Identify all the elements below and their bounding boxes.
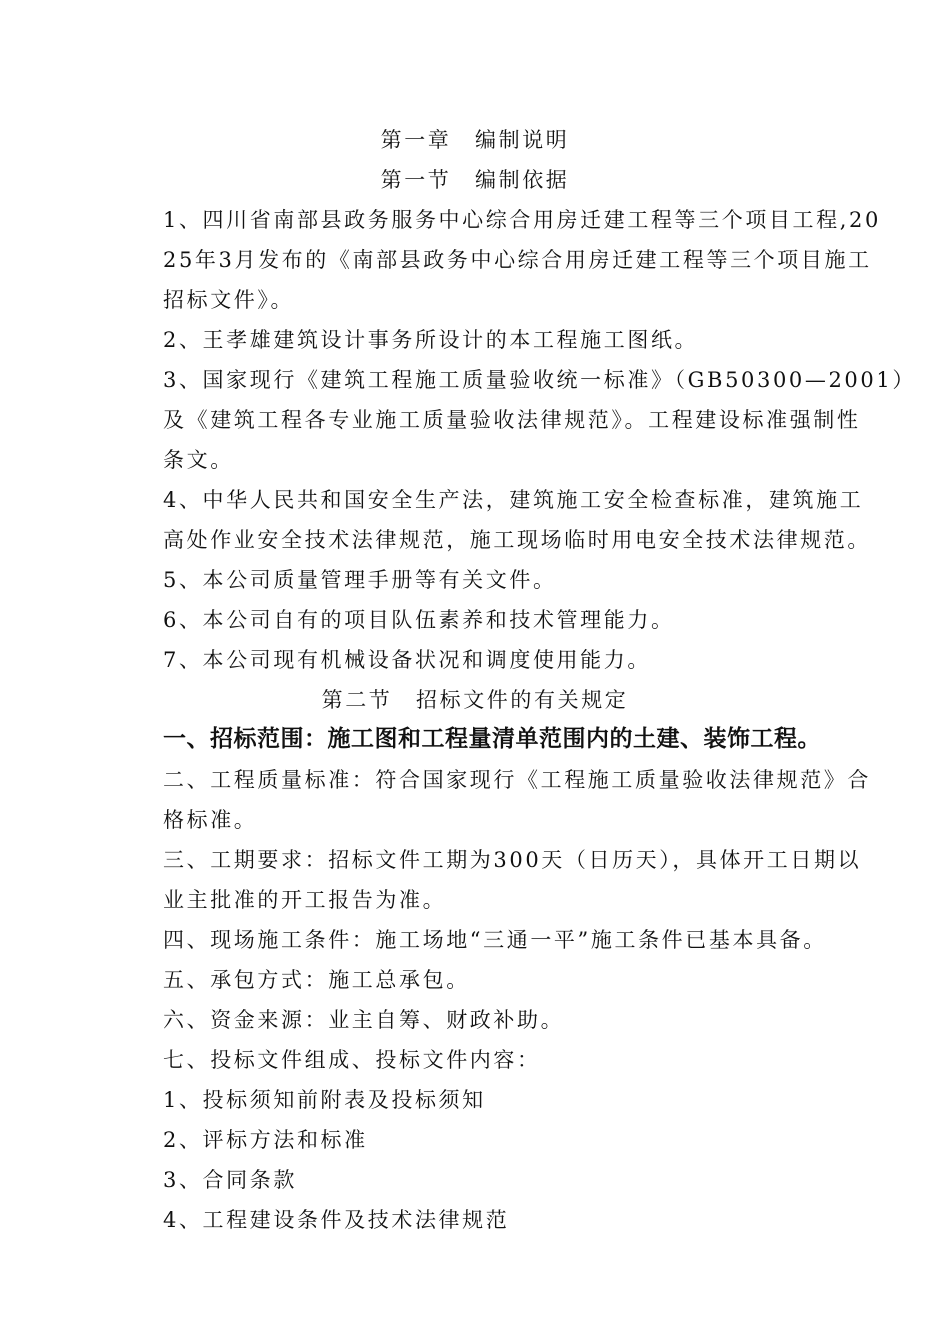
basis-line: 6、本公司自有的项目队伍素养和技术管理能力。 bbox=[163, 608, 675, 632]
rule-line: 四、现场施工条件：施工场地“三通一平”施工条件已基本具备。 bbox=[163, 928, 827, 952]
basis-line: 及《建筑工程各专业施工质量验收法律规范》。工程建设标准强制性 bbox=[163, 408, 861, 432]
rule-line: 三、工期要求：招标文件工期为300天（日历天），具体开工日期以 bbox=[163, 848, 862, 872]
rule-line: 二、工程质量标准：符合国家现行《工程施工质量验收法律规范》合 bbox=[163, 768, 871, 792]
basis-line: 4、中华人民共和国安全生产法，建筑施工安全检查标准，建筑施工 bbox=[163, 488, 864, 512]
bid-scope-heading: 一、招标范围：施工图和工程量清单范围内的土建、装饰工程。 bbox=[163, 726, 821, 752]
chapter-title: 第一章 编制说明 bbox=[380, 128, 570, 152]
rule-line: 3、合同条款 bbox=[163, 1168, 297, 1192]
rule-line: 1、投标须知前附表及投标须知 bbox=[163, 1088, 486, 1112]
basis-line: 3、国家现行《建筑工程施工质量验收统一标准》（GB50300—2001） bbox=[163, 368, 916, 392]
basis-line: 招标文件》。 bbox=[163, 288, 295, 312]
rule-line: 七、投标文件组成、投标文件内容： bbox=[163, 1048, 541, 1072]
basis-line: 1、四川省南部县政务服务中心综合用房迁建工程等三个项目工程,20 bbox=[163, 208, 881, 232]
basis-line: 2、王孝雄建筑设计事务所设计的本工程施工图纸。 bbox=[163, 328, 699, 352]
rule-line: 格标准。 bbox=[163, 808, 258, 832]
rule-line: 五、承包方式：施工总承包。 bbox=[163, 968, 470, 992]
basis-line: 5、本公司质量管理手册等有关文件。 bbox=[163, 568, 557, 592]
basis-line: 25年3月发布的《南部县政务中心综合用房迁建工程等三个项目施工 bbox=[163, 248, 872, 272]
basis-line: 高处作业安全技术法律规范，施工现场临时用电安全技术法律规范。 bbox=[163, 528, 871, 552]
section-title-rules: 第二节 招标文件的有关规定 bbox=[321, 688, 629, 712]
basis-line: 7、本公司现有机械设备状况和调度使用能力。 bbox=[163, 648, 651, 672]
rule-line: 业主批准的开工报告为准。 bbox=[163, 888, 447, 912]
section-title-basis: 第一节 编制依据 bbox=[380, 168, 570, 192]
rule-line: 2、评标方法和标准 bbox=[163, 1128, 368, 1152]
rule-line: 六、资金来源：业主自筹、财政补助。 bbox=[163, 1008, 565, 1032]
rule-line: 4、工程建设条件及技术法律规范 bbox=[163, 1208, 510, 1232]
basis-line: 条文。 bbox=[163, 448, 234, 472]
